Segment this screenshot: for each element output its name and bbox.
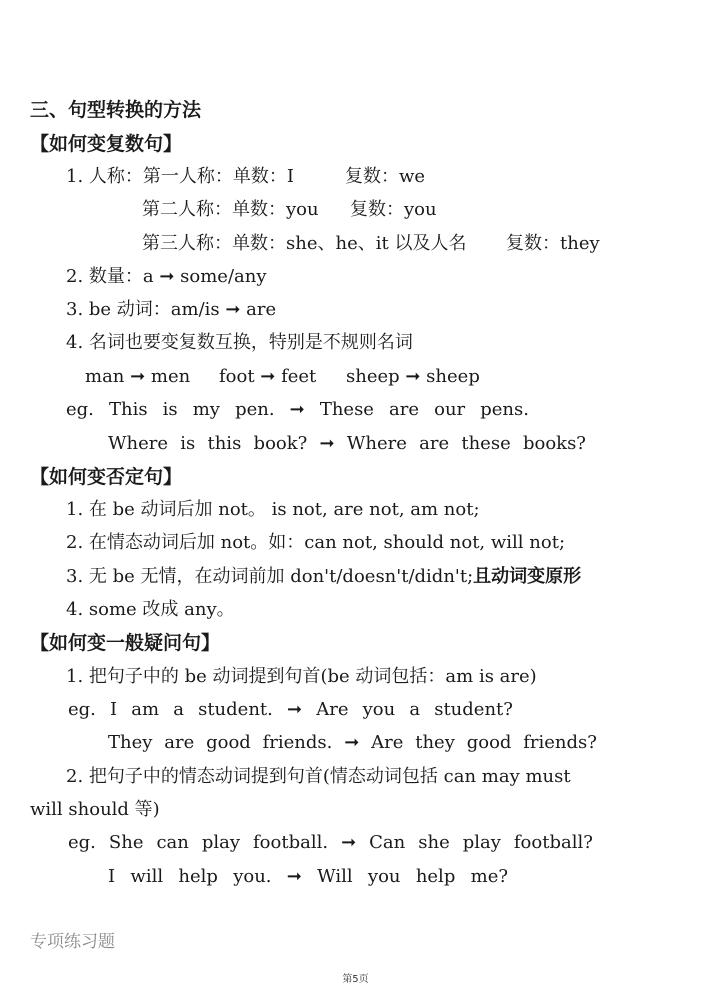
- word: are: [419, 433, 450, 454]
- negative-heading: 【如何变否定句】: [30, 466, 183, 488]
- rule-be-verb: 3. be 动词：am/is ➞ are: [66, 299, 277, 320]
- word: pens.: [480, 399, 529, 420]
- word: I: [110, 699, 118, 720]
- question-example-1: [68, 698, 513, 722]
- arrow: ➞: [287, 699, 303, 720]
- word: our: [434, 399, 466, 420]
- word: she: [418, 832, 450, 853]
- word: they: [415, 732, 455, 753]
- noun-example-man: man ➞ men: [85, 366, 191, 387]
- section-title: 三、句型转换的方法: [30, 99, 202, 121]
- negative-rule-3: [66, 565, 581, 589]
- word: Where: [346, 433, 407, 454]
- question-example-4: [108, 865, 508, 889]
- word: a: [409, 699, 421, 720]
- arrow: ➞: [319, 433, 335, 454]
- word: a: [173, 699, 184, 720]
- word: you.: [233, 866, 272, 887]
- person1-singular: 1. 人称：第一人称：单数：I: [66, 166, 295, 187]
- word: are: [164, 732, 195, 753]
- word: football.: [253, 832, 329, 853]
- person1-plural: 复数：we: [345, 166, 426, 187]
- word: good: [206, 732, 251, 753]
- word: student.: [198, 699, 273, 720]
- page-number: 第5页: [342, 974, 369, 985]
- question-example-2: [108, 731, 597, 755]
- word: me?: [470, 866, 508, 887]
- word: you: [367, 866, 401, 887]
- question-rule-1: 1. 把句子中的 be 动词提到句首(be 动词包括：am is are): [66, 666, 537, 687]
- word: I: [108, 866, 116, 887]
- plural-example-1: [66, 398, 529, 422]
- word: friends.: [262, 732, 333, 753]
- plural-heading: 【如何变复数句】: [30, 133, 183, 155]
- word: my: [192, 399, 220, 420]
- rule-nouns: 4. 名词也要变复数互换，特别是不规则名词: [66, 332, 413, 353]
- plural-example-2: [108, 432, 586, 456]
- arrow: ➞: [344, 732, 360, 753]
- arrow: ➞: [341, 832, 357, 853]
- negative-rule-3-text: 3. 无 be 无情，在动词前加 don't/doesn't/didn't;: [66, 566, 474, 587]
- negative-rule-3-emphasis: 且动词变原形: [473, 566, 582, 587]
- rule-quantity: 2. 数量：a ➞ some/any: [66, 266, 267, 287]
- word: Can: [369, 832, 406, 853]
- question-example-3: [68, 831, 593, 855]
- person2-singular: 第二人称：单数：you: [142, 199, 319, 220]
- question-heading: 【如何变一般疑问句】: [30, 632, 221, 654]
- word: They: [108, 732, 153, 753]
- person2-plural: 复数：you: [350, 199, 437, 220]
- word: is: [180, 433, 196, 454]
- word: eg.: [68, 832, 96, 853]
- word: book?: [253, 433, 308, 454]
- question-rule-2-line-2: will should 等): [30, 799, 160, 820]
- word: Will: [317, 866, 353, 887]
- noun-example-foot: foot ➞ feet: [219, 366, 317, 387]
- word: friends?: [523, 732, 597, 753]
- word: good: [466, 732, 512, 753]
- footer-category: 专项练习题: [30, 932, 115, 952]
- word: play: [462, 832, 501, 853]
- word: She: [108, 832, 144, 853]
- word: is: [162, 399, 178, 420]
- word: these: [461, 433, 511, 454]
- word: can: [156, 832, 189, 853]
- arrow: ➞: [286, 866, 302, 887]
- arrow: ➞: [289, 399, 305, 420]
- word: books?: [522, 433, 586, 454]
- word: pen.: [235, 399, 275, 420]
- word: Are: [371, 732, 404, 753]
- word: this: [207, 433, 242, 454]
- word: you: [362, 699, 396, 720]
- word: student?: [434, 699, 513, 720]
- word: help: [178, 866, 218, 887]
- question-rule-2-line-1: 2. 把句子中的情态动词提到句首(情态动词包括 can may must: [66, 766, 571, 787]
- negative-rule-1: 1. 在 be 动词后加 not。 is not, are not, am not;: [66, 499, 480, 520]
- word: These: [319, 399, 374, 420]
- word: Are: [316, 699, 349, 720]
- negative-rule-2: 2. 在情态动词后加 not。如：can not, should not, will not;: [66, 532, 566, 553]
- word: Where: [108, 433, 169, 454]
- word: are: [389, 399, 420, 420]
- word: football?: [513, 832, 593, 853]
- word: help: [415, 866, 456, 887]
- noun-example-sheep: sheep ➞ sheep: [346, 366, 480, 387]
- word: am: [131, 699, 160, 720]
- word: play: [201, 832, 241, 853]
- word: eg.: [68, 699, 96, 720]
- person3-plural: 复数：they: [506, 233, 600, 254]
- negative-rule-4: 4. some 改成 any。: [66, 599, 235, 620]
- word: will: [130, 866, 164, 887]
- person3-singular: 第三人称：单数：she、he、it 以及人名: [142, 233, 467, 254]
- word: This: [108, 399, 148, 420]
- word: eg.: [66, 399, 94, 420]
